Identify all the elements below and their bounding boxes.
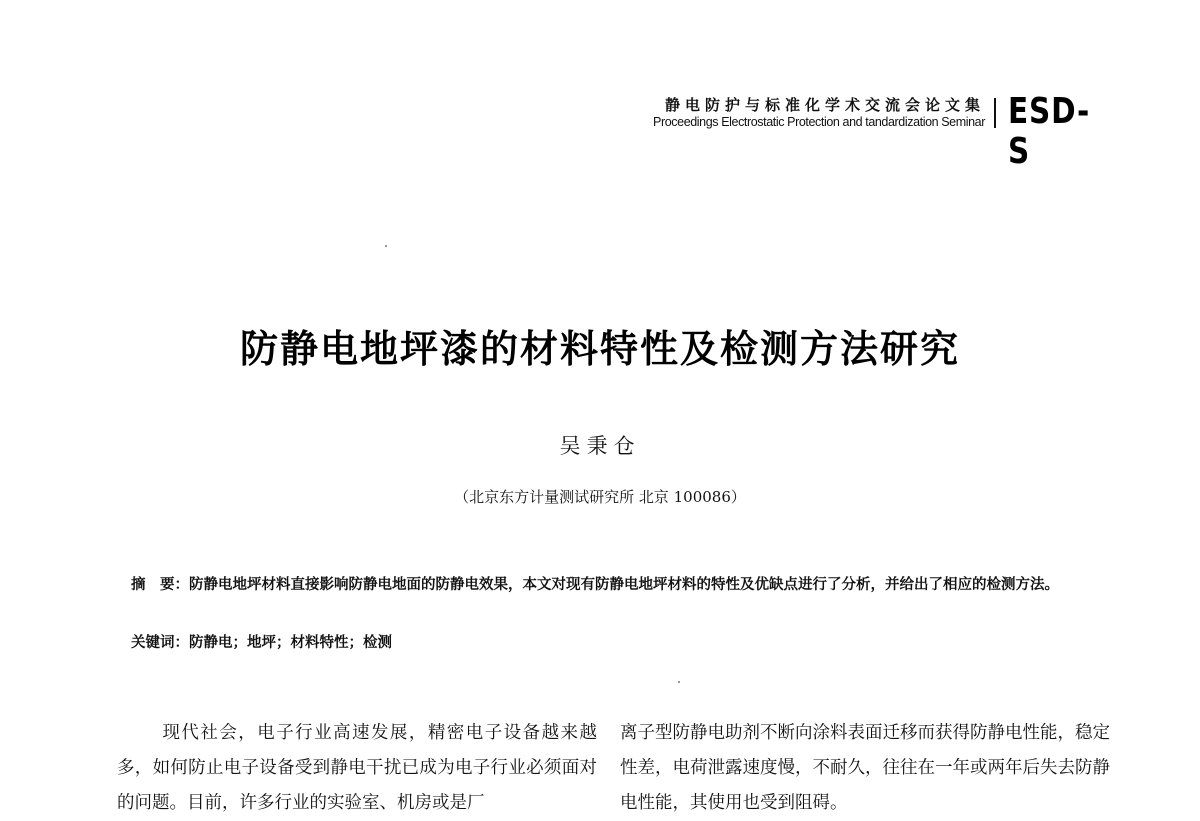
- keywords-text: 防静电；地坪；材料特性；检测: [189, 635, 392, 651]
- scan-speck: [678, 681, 680, 683]
- keywords: [131, 629, 1091, 658]
- proceedings-titles: [653, 96, 985, 130]
- scan-speck: [385, 245, 387, 247]
- esd-logo: ESD-S: [1008, 91, 1091, 172]
- proceedings-title-en: Proceedings Electrostatic Protection and tandardization Seminar: [653, 115, 985, 129]
- paper-title: 防静电地坪漆的材料特性及检测方法研究: [239, 326, 960, 371]
- abstract-label: 摘 要：: [131, 577, 189, 593]
- body-column-right: [620, 716, 1110, 821]
- running-header: [540, 91, 1120, 172]
- abstract-text: 防静电地坪材料直接影响防静电地面的防静电效果，本文对现有防静电地坪材料的特性及优缺点进行了分析，并给出了相应的检测方法。: [189, 577, 1059, 593]
- proceedings-title-zh: 静电防护与标准化学术交流会论文集: [664, 96, 985, 114]
- author-affiliation: （北京东方计量测试研究所 北京 100086）: [454, 488, 746, 506]
- abstract: [131, 571, 1091, 600]
- body-text-left: 现代社会，电子行业高速发展，精密电子设备越来越多，如何防止电子设备受到静电干扰已成为电子行业必须面对的问题。目前，许多行业的实验室、机房或是厂: [117, 723, 597, 813]
- keywords-label: 关键词：: [131, 635, 189, 651]
- header-divider: [994, 98, 996, 128]
- body-column-left: [117, 716, 597, 821]
- author-name: 吴秉仓: [559, 434, 641, 458]
- body-text-right: 离子型防静电助剂不断向涂料表面迁移而获得防静电性能，稳定性差，电荷泄露速度慢，不耐久，往往在一年或两年后失去防静电性能，其使用也受到阻碍。: [620, 723, 1110, 813]
